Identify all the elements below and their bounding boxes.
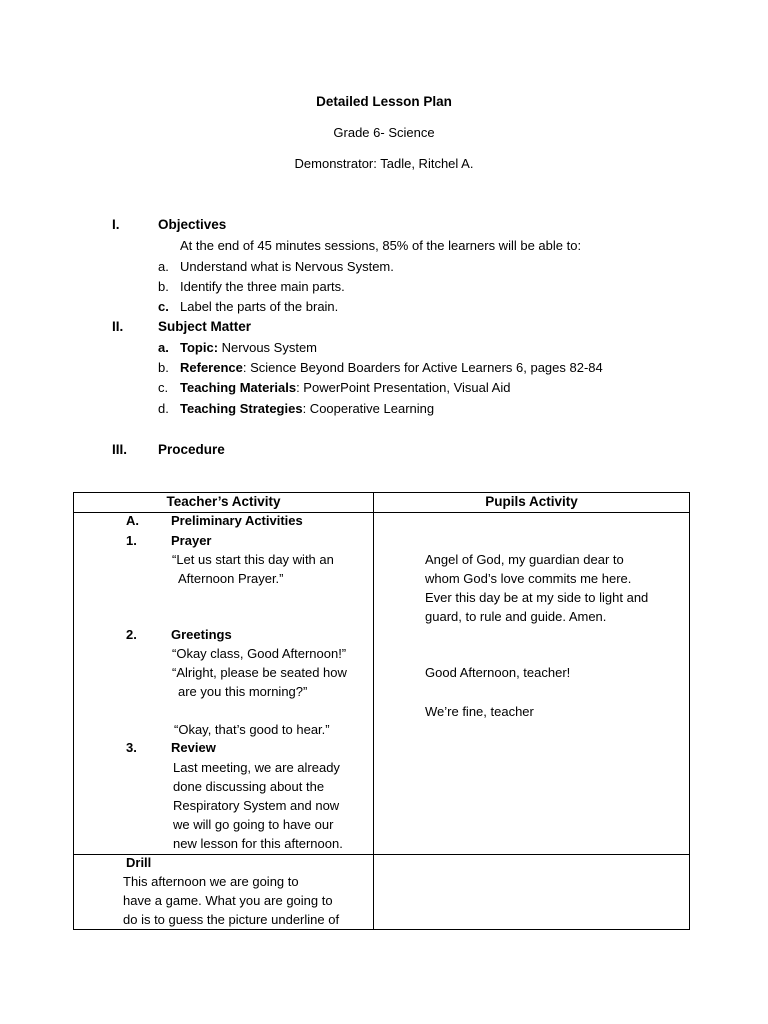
row-divider xyxy=(74,854,689,855)
greetings-heading: Greetings xyxy=(171,627,232,642)
list-marker: c. xyxy=(158,380,169,395)
objectives-intro: At the end of 45 minutes sessions, 85% of the learners will be able to: xyxy=(180,238,582,253)
teacher-line: “Alright, please be seated how xyxy=(172,665,347,680)
list-marker: d. xyxy=(158,401,169,416)
subject-value: : Science Beyond Boarders for Active Learners 6, pages 82-84 xyxy=(242,360,603,375)
teacher-line: done discussing about the xyxy=(173,779,325,794)
list-marker: c. xyxy=(158,299,169,314)
prayer-heading: Prayer xyxy=(171,533,212,548)
list-marker: a. xyxy=(158,340,169,355)
pupil-line: guard, to rule and guide. Amen. xyxy=(425,609,607,624)
list-marker: b. xyxy=(158,360,169,375)
greetings-marker: 2. xyxy=(126,627,137,642)
teacher-line: Last meeting, we are already xyxy=(173,760,340,775)
review-marker: 3. xyxy=(126,740,137,755)
teacher-line: “Okay, that’s good to hear.” xyxy=(174,722,330,737)
teacher-activity-header: Teacher’s Activity xyxy=(166,494,281,509)
teacher-line: new lesson for this afternoon. xyxy=(173,836,343,851)
teacher-line: Respiratory System and now xyxy=(173,798,340,813)
pupil-line: We’re fine, teacher xyxy=(425,704,534,719)
prayer-marker: 1. xyxy=(126,533,137,548)
subject-matter-heading: Subject Matter xyxy=(158,319,252,334)
prelim-heading: Preliminary Activities xyxy=(171,513,303,528)
column-divider xyxy=(373,493,374,929)
subject-value: : Cooperative Learning xyxy=(302,401,435,416)
pupil-line: whom God’s love commits me here. xyxy=(425,571,632,586)
pupil-line: Ever this day be at my side to light and xyxy=(425,590,649,605)
document-title: Detailed Lesson Plan xyxy=(316,94,452,109)
teacher-line: do is to guess the picture underline of xyxy=(123,912,340,927)
objective-text: Understand what is Nervous System. xyxy=(180,259,394,274)
procedure-number: III. xyxy=(112,442,128,457)
objectives-heading: Objectives xyxy=(158,217,227,232)
teacher-line: we will go going to have our xyxy=(173,817,334,832)
drill-heading: Drill xyxy=(126,855,152,870)
subject-label: Teaching Materials xyxy=(180,380,297,395)
subject-matter-number: II. xyxy=(112,319,124,334)
procedure-table xyxy=(73,492,690,930)
teacher-line: have a game. What you are going to xyxy=(123,893,333,908)
teacher-line: are you this morning?” xyxy=(178,684,308,699)
subject-label: Reference xyxy=(180,360,243,375)
teacher-line: “Okay class, Good Afternoon!” xyxy=(172,646,347,661)
subject-label: Teaching Strategies xyxy=(180,401,303,416)
pupil-line: Angel of God, my guardian dear to xyxy=(425,552,624,567)
procedure-heading: Procedure xyxy=(158,442,225,457)
objective-text: Label the parts of the brain. xyxy=(180,299,339,314)
list-marker: b. xyxy=(158,279,169,294)
list-marker: a. xyxy=(158,259,169,274)
pupil-line: Good Afternoon, teacher! xyxy=(425,665,571,680)
prelim-marker: A. xyxy=(126,513,139,528)
subject-label: Topic: xyxy=(180,340,219,355)
review-heading: Review xyxy=(171,740,216,755)
pupil-activity-header: Pupils Activity xyxy=(485,494,578,509)
teacher-line: This afternoon we are going to xyxy=(123,874,299,889)
objective-text: Identify the three main parts. xyxy=(180,279,345,294)
objectives-number: I. xyxy=(112,217,120,232)
header-divider xyxy=(74,512,689,513)
teacher-line: “Let us start this day with an xyxy=(172,552,334,567)
teacher-line: Afternoon Prayer.” xyxy=(178,571,284,586)
demonstrator: Demonstrator: Tadle, Ritchel A. xyxy=(294,156,474,171)
subject-value: : PowerPoint Presentation, Visual Aid xyxy=(296,380,511,395)
subject-value: Nervous System xyxy=(218,340,318,355)
grade-subject: Grade 6- Science xyxy=(333,125,435,140)
